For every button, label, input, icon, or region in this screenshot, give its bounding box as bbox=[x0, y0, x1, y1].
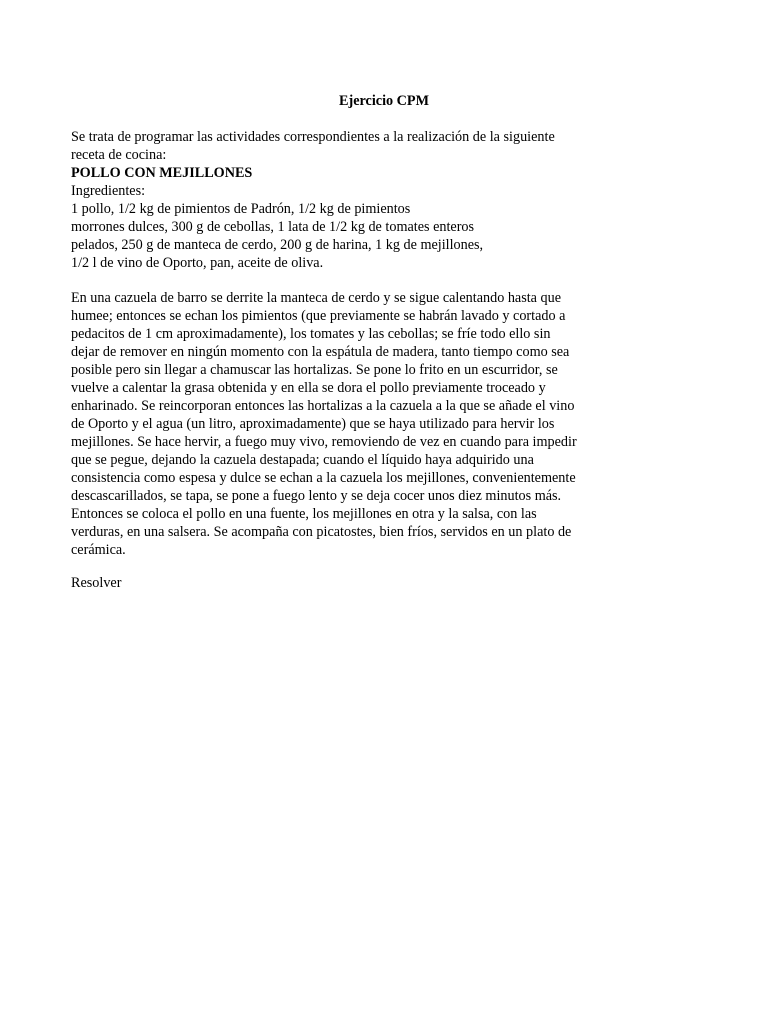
ingredients-line: pelados, 250 g de manteca de cerdo, 200 g de harina, 1 kg de mejillones, bbox=[71, 237, 484, 253]
intro-line: receta de cocina: bbox=[71, 147, 167, 163]
method-line: dejar de remover en ningún momento con la espátula de madera, tanto tiempo como sea bbox=[71, 344, 570, 360]
method-line: En una cazuela de barro se derrite la manteca de cerdo y se sigue calentando hasta que bbox=[71, 290, 562, 306]
method-line: enharinado. Se reincorporan entonces las hortalizas a la cazuela a la que se añade el vino bbox=[71, 398, 575, 414]
ingredients-line: 1/2 l de vino de Oporto, pan, aceite de oliva. bbox=[71, 255, 324, 271]
method-paragraph bbox=[71, 289, 577, 559]
method-line: de Oporto y el agua (un litro, aproximadamente) que se haya utilizado para hervir los bbox=[71, 416, 555, 432]
method-line: descascarillados, se tapa, se pone a fuego lento y se deja cocer unos diez minutos más. bbox=[71, 488, 562, 504]
method-line: cerámica. bbox=[71, 542, 126, 558]
method-line: que se pegue, dejando la cazuela destapada; cuando el líquido haya adquirido una bbox=[71, 452, 534, 468]
method-line: verduras, en una salsera. Se acompaña con picatostes, bien fríos, servidos en un plato de bbox=[71, 524, 572, 540]
method-line: humee; entonces se echan los pimientos (que previamente se habrán lavado y cortado a bbox=[71, 308, 566, 324]
ingredients-label: Ingredientes: bbox=[71, 183, 146, 199]
method-line: consistencia como espesa y dulce se echan a la cazuela los mejillones, convenientemente bbox=[71, 470, 576, 486]
recipe-name: POLLO CON MEJILLONES bbox=[71, 165, 253, 181]
method-line: pedacitos de 1 cm aproximadamente), los tomates y las cebollas; se fríe todo ello sin bbox=[71, 326, 551, 342]
method-line: Entonces se coloca el pollo en una fuente, los mejillones en otra y la salsa, con las bbox=[71, 506, 537, 522]
page-title: Ejercicio CPM bbox=[339, 93, 429, 109]
ingredients-line: 1 pollo, 1/2 kg de pimientos de Padrón, 1/2 kg de pimientos bbox=[71, 201, 411, 217]
intro-paragraph bbox=[71, 128, 555, 272]
intro-line: Se trata de programar las actividades correspondientes a la realización de la siguiente bbox=[71, 129, 555, 145]
method-line: vuelve a calentar la grasa obtenida y en ella se dora el pollo previamente troceado y bbox=[71, 380, 546, 396]
closing-text: Resolver bbox=[71, 575, 122, 591]
method-line: mejillones. Se hace hervir, a fuego muy vivo, removiendo de vez en cuando para impedir bbox=[71, 434, 577, 450]
method-line: posible pero sin llegar a chamuscar las hortalizas. Se pone lo frito en un escurridor, se bbox=[71, 362, 558, 378]
ingredients-line: morrones dulces, 300 g de cebollas, 1 lata de 1/2 kg de tomates enteros bbox=[71, 219, 475, 235]
